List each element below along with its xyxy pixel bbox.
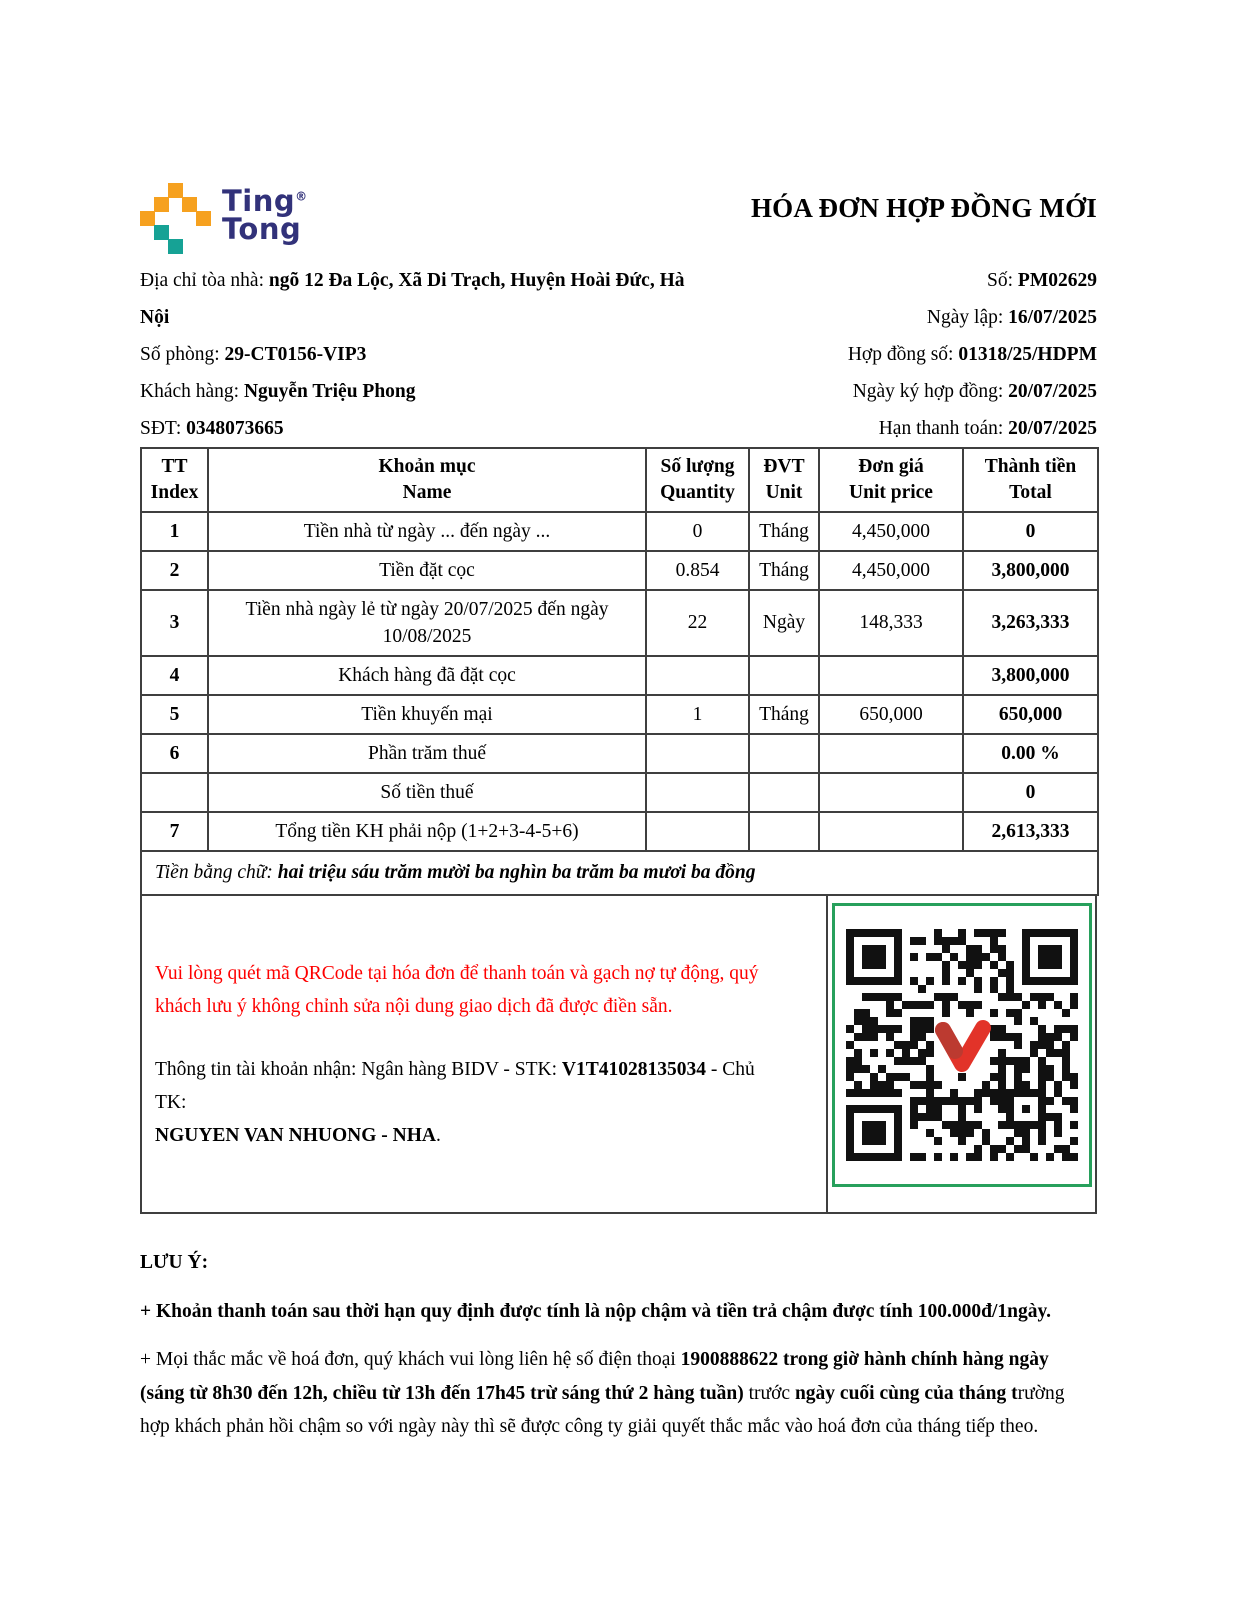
cell-index: 7 xyxy=(141,812,208,851)
cell-index: 4 xyxy=(141,656,208,695)
cell-unit xyxy=(749,734,819,773)
table-row xyxy=(141,551,1098,590)
account-info xyxy=(155,1053,784,1152)
col-header-index: TT Index xyxy=(141,448,208,512)
header xyxy=(140,183,1097,253)
field-value: PM02629 xyxy=(1017,270,1097,291)
invoice-table xyxy=(140,447,1099,896)
amount-in-words-value: hai triệu sáu trăm mười ba nghìn ba trăm ba mươi ba đồng xyxy=(277,862,756,883)
invoice-title: HÓA ĐƠN HỢP ĐỒNG MỚI xyxy=(750,193,1097,223)
cell-name: Tiền nhà từ ngày ... đến ngày ... xyxy=(208,512,646,551)
field-value: 16/07/2025 xyxy=(1008,307,1097,328)
field-label: Khách hàng: xyxy=(140,381,244,402)
field-label: Số: xyxy=(987,270,1018,291)
cell-unit-price: 4,450,000 xyxy=(819,551,963,590)
info-section xyxy=(140,262,1097,447)
account-text: Thông tin tài khoản nhận: Ngân hàng BIDV - STK: xyxy=(155,1058,562,1080)
cell-total: 3,800,000 xyxy=(963,656,1098,695)
brand-line1: Ting xyxy=(222,184,296,218)
cell-name: Khách hàng đã đặt cọc xyxy=(208,656,646,695)
cell-name: Tiền đặt cọc xyxy=(208,551,646,590)
info-row-issue-date xyxy=(848,299,1097,336)
cell-unit: Tháng xyxy=(749,695,819,734)
col-header-quantity: Số lượng Quantity xyxy=(646,448,749,512)
cell-unit-price xyxy=(819,656,963,695)
cell-quantity xyxy=(646,734,749,773)
notes-heading: LƯU Ý: xyxy=(140,1252,209,1273)
cell-unit xyxy=(749,773,819,812)
tingtong-icon xyxy=(140,183,210,253)
qr-cell xyxy=(828,896,1095,1212)
field-value: ngõ 12 Đa Lộc, Xã Di Trạch, Huyện Hoài Đức, Hà Nội xyxy=(140,270,685,328)
note-text: rường hợp khách phản hồi chậm so với ngày này thì sẽ được công ty giải quyết thắc mắc vào hoá đơn của tháng tiếp theo. xyxy=(140,1382,1065,1437)
cell-unit-price: 4,450,000 xyxy=(819,512,963,551)
col-header-unit-price: Đơn giá Unit price xyxy=(819,448,963,512)
account-number: V1T41028135034 xyxy=(561,1058,707,1080)
field-value: 29-CT0156-VIP3 xyxy=(224,344,367,365)
note-contact xyxy=(140,1343,1097,1444)
field-value: 20/07/2025 xyxy=(1008,418,1097,439)
cell-total: 3,800,000 xyxy=(963,551,1098,590)
info-row-building-address xyxy=(140,262,685,336)
cell-unit-price xyxy=(819,773,963,812)
brand-logo xyxy=(140,183,308,253)
qr-box xyxy=(832,903,1092,1187)
table-header-row xyxy=(141,448,1098,512)
notes-section xyxy=(140,1252,1097,1444)
account-holder: NGUYEN VAN NHUONG - NHA xyxy=(155,1124,436,1146)
cell-unit-price: 650,000 xyxy=(819,695,963,734)
cell-unit: Tháng xyxy=(749,512,819,551)
invoice-page xyxy=(140,0,1097,1444)
cell-name: Tổng tiền KH phải nộp (1+2+3-4-5+6) xyxy=(208,812,646,851)
info-row-room-number xyxy=(140,336,685,373)
table-row xyxy=(141,695,1098,734)
note-text: + Mọi thắc mắc về hoá đơn, quý khách vui lòng liên hệ số điện thoại xyxy=(140,1349,681,1370)
cell-total: 0 xyxy=(963,512,1098,551)
cell-index: 3 xyxy=(141,590,208,656)
note-text: ngày cuối cùng của tháng t xyxy=(794,1382,1018,1404)
cell-quantity: 1 xyxy=(646,695,749,734)
cell-unit: Tháng xyxy=(749,551,819,590)
cell-unit-price: 148,333 xyxy=(819,590,963,656)
table-row xyxy=(141,812,1098,851)
payment-text-cell xyxy=(142,896,828,1212)
field-label: Địa chỉ tòa nhà: xyxy=(140,270,269,291)
table-row xyxy=(141,656,1098,695)
cell-quantity: 0 xyxy=(646,512,749,551)
cell-name: Tiền nhà ngày lẻ từ ngày 20/07/2025 đến ngày 10/08/2025 xyxy=(208,590,646,656)
cell-name: Số tiền thuế xyxy=(208,773,646,812)
note-late-payment: + Khoản thanh toán sau thời hạn quy định được tính là nộp chậm và tiền trả chậm được tính 100.000đ/1ngày. xyxy=(140,1301,1052,1322)
payment-section xyxy=(140,896,1097,1214)
cell-quantity xyxy=(646,812,749,851)
info-row-payment-due-date xyxy=(848,410,1097,447)
qr-payment-notice: Vui lòng quét mã QRCode tại hóa đơn để thanh toán và gạch nợ tự động, quý khách lưu ý không chỉnh sửa nội dung giao dịch đã được điền sẵn. xyxy=(155,962,759,1017)
cell-total: 650,000 xyxy=(963,695,1098,734)
registered-mark: ® xyxy=(295,189,308,204)
info-row-contract-number xyxy=(848,336,1097,373)
col-header-total: Thành tiền Total xyxy=(963,448,1098,512)
info-row-contract-sign-date xyxy=(848,373,1097,410)
cell-quantity: 0.854 xyxy=(646,551,749,590)
col-header-name: Khoản mục Name xyxy=(208,448,646,512)
cell-unit-price xyxy=(819,812,963,851)
cell-name: Tiền khuyến mại xyxy=(208,695,646,734)
account-text: - Chủ TK: xyxy=(155,1058,755,1113)
cell-index: 5 xyxy=(141,695,208,734)
info-left xyxy=(140,262,685,447)
brand-line2: Tong xyxy=(222,212,302,246)
table-row xyxy=(141,590,1098,656)
field-label: Hợp đồng số: xyxy=(847,344,959,365)
field-label: Hạn thanh toán: xyxy=(878,418,1009,439)
table-row xyxy=(141,734,1098,773)
brand-wordmark xyxy=(222,184,308,246)
cell-quantity: 22 xyxy=(646,590,749,656)
field-value: 20/07/2025 xyxy=(1008,381,1097,402)
info-row-customer xyxy=(140,373,685,410)
field-value: Nguyễn Triệu Phong xyxy=(243,381,416,402)
cell-unit: Ngày xyxy=(749,590,819,656)
cell-index: 2 xyxy=(141,551,208,590)
note-text: trước xyxy=(743,1382,795,1404)
cell-unit-price xyxy=(819,734,963,773)
amount-in-words-label: Tiền bằng chữ: xyxy=(155,862,278,883)
table-row xyxy=(141,512,1098,551)
hotline-number: 1900888622 trong giờ hành chính hàng ngày (sáng từ 8h30 đến 12h, chiều từ 13h đến 17h45 trừ sáng thứ 2 hàng tuần) xyxy=(140,1349,1049,1404)
cell-index: 1 xyxy=(141,512,208,551)
qr-code xyxy=(846,929,1078,1161)
cell-total: 0.00 % xyxy=(963,734,1098,773)
field-label: SĐT: xyxy=(140,418,187,439)
cell-quantity xyxy=(646,656,749,695)
table-row xyxy=(141,773,1098,812)
field-value: 01318/25/HDPM xyxy=(958,344,1097,365)
col-header-unit: ĐVT Unit xyxy=(749,448,819,512)
cell-index xyxy=(141,773,208,812)
cell-total: 0 xyxy=(963,773,1098,812)
cell-name: Phần trăm thuế xyxy=(208,734,646,773)
info-right xyxy=(848,262,1097,447)
amount-in-words xyxy=(141,851,1098,895)
cell-unit xyxy=(749,812,819,851)
info-row-phone xyxy=(140,410,685,447)
field-label: Ngày ký hợp đồng: xyxy=(852,381,1009,402)
cell-index: 6 xyxy=(141,734,208,773)
cell-quantity xyxy=(646,773,749,812)
cell-total: 3,263,333 xyxy=(963,590,1098,656)
field-value: 0348073665 xyxy=(186,418,284,439)
cell-total: 2,613,333 xyxy=(963,812,1098,851)
cell-unit xyxy=(749,656,819,695)
info-row-invoice-number xyxy=(848,262,1097,299)
account-text: . xyxy=(435,1124,441,1146)
amount-in-words-row xyxy=(141,851,1098,895)
field-label: Ngày lập: xyxy=(926,307,1009,328)
field-label: Số phòng: xyxy=(140,344,225,365)
